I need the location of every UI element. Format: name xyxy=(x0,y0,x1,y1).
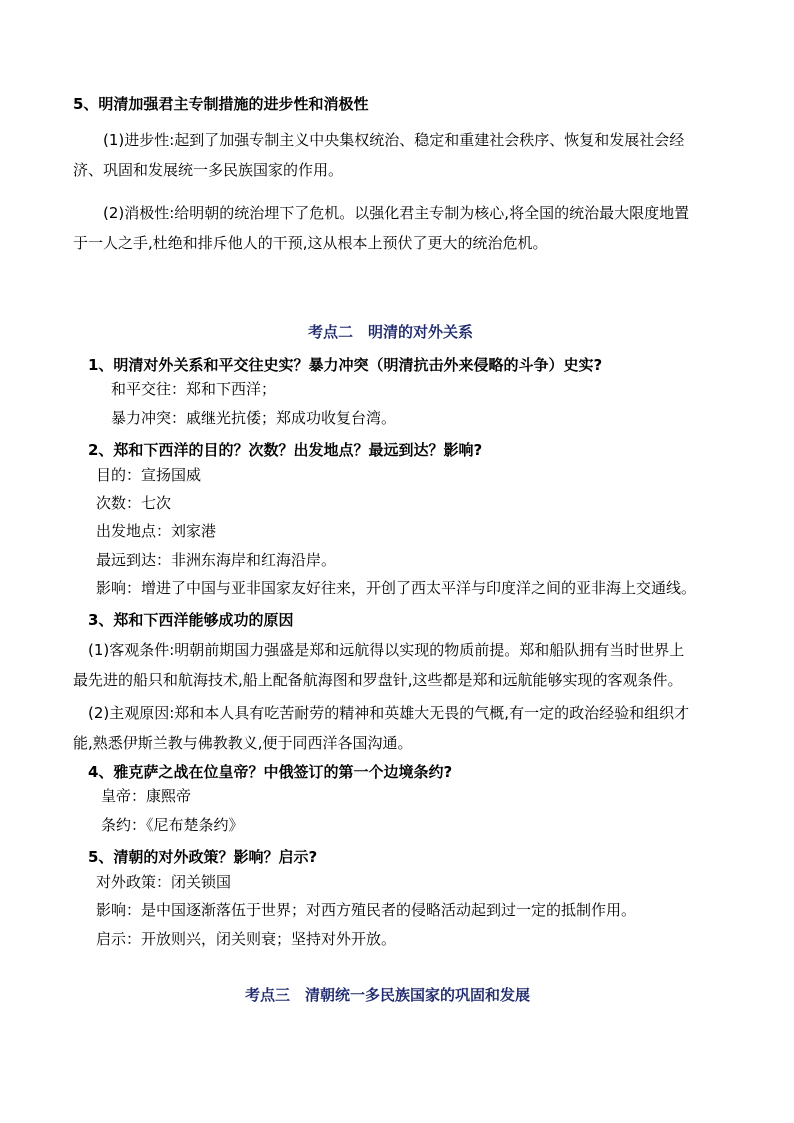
q3-objective-line-2: 最先进的船只和航海技术,船上配备航海图和罗盘针,这些都是郑和远航能够实现的客观条件。 xyxy=(73,671,683,689)
q5-answer-lesson: 启示：开放则兴，闭关则衰；坚持对外开放。 xyxy=(96,930,397,948)
q2-answer-times: 次数：七次 xyxy=(96,494,172,512)
kaodian-2-heading: 考点二 明清的对外关系 xyxy=(308,323,474,341)
q3-subjective-line-1: (2)主观原因:郑和本人具有吃苦耐劳的精神和英雄大无畏的气概,有一定的政治经验和组织才 xyxy=(88,704,690,722)
q4-answer-treaty: 条约：《尼布楚条约》 xyxy=(101,816,244,834)
question-5: 5、清朝的对外政策？影响？启示? xyxy=(88,848,318,866)
q1-answer-peaceful: 和平交往：郑和下西洋； xyxy=(111,380,277,398)
q2-answer-farthest: 最远到达：非洲东海岸和红海沿岸。 xyxy=(96,551,337,569)
question-3: 3、郑和下西洋能够成功的原因 xyxy=(88,611,294,629)
question-4: 4、雅克萨之战在位皇帝？中俄签订的第一个边境条约? xyxy=(88,763,453,781)
q3-subjective-line-2: 能,熟悉伊斯兰教与佛教教义,便于同西洋各国沟通。 xyxy=(73,734,413,752)
q1-answer-conflict: 暴力冲突：戚继光抗倭；郑成功收复台湾。 xyxy=(111,409,397,427)
q2-answer-influence: 影响：增进了中国与亚非国家友好往来，开创了西太平洋与印度洋之间的亚非海上交通线。 xyxy=(96,579,697,597)
negative-paragraph-line-1: (2)消极性:给明朝的统治埋下了危机。以强化君主专制为核心,将全国的统治最大限度地置 xyxy=(103,204,690,222)
q5-answer-policy: 对外政策：闭关锁国 xyxy=(96,873,232,891)
section-5-title: 5、明清加强君主专制措施的进步性和消极性 xyxy=(73,95,369,113)
question-2: 2、郑和下西洋的目的？次数？出发地点？最远到达？影响? xyxy=(88,441,483,459)
q4-answer-emperor: 皇帝：康熙帝 xyxy=(101,787,192,805)
progressive-paragraph-line-1: (1)进步性:起到了加强专制主义中央集权统治、稳定和重建社会秩序、恢复和发展社会经 xyxy=(103,131,685,149)
q3-objective-line-1: (1)客观条件:明朝前期国力强盛是郑和远航得以实现的物质前提。郑和船队拥有当时世界上 xyxy=(88,641,685,659)
question-1: 1、明清对外关系和平交往史实？暴力冲突（明清抗击外来侵略的斗争）史实? xyxy=(88,356,603,374)
q5-answer-influence: 影响：是中国逐渐落伍于世界；对西方殖民者的侵略活动起到过一定的抵制作用。 xyxy=(96,901,637,919)
q2-answer-purpose: 目的：宣扬国威 xyxy=(96,466,202,484)
progressive-paragraph-line-2: 济、巩固和发展统一多民族国家的作用。 xyxy=(73,161,344,179)
kaodian-3-heading: 考点三 清朝统一多民族国家的巩固和发展 xyxy=(245,986,531,1004)
negative-paragraph-line-2: 于一人之手,杜绝和排斥他人的干预,这从根本上预伏了更大的统治危机。 xyxy=(73,234,548,252)
q2-answer-departure: 出发地点：刘家港 xyxy=(96,522,217,540)
